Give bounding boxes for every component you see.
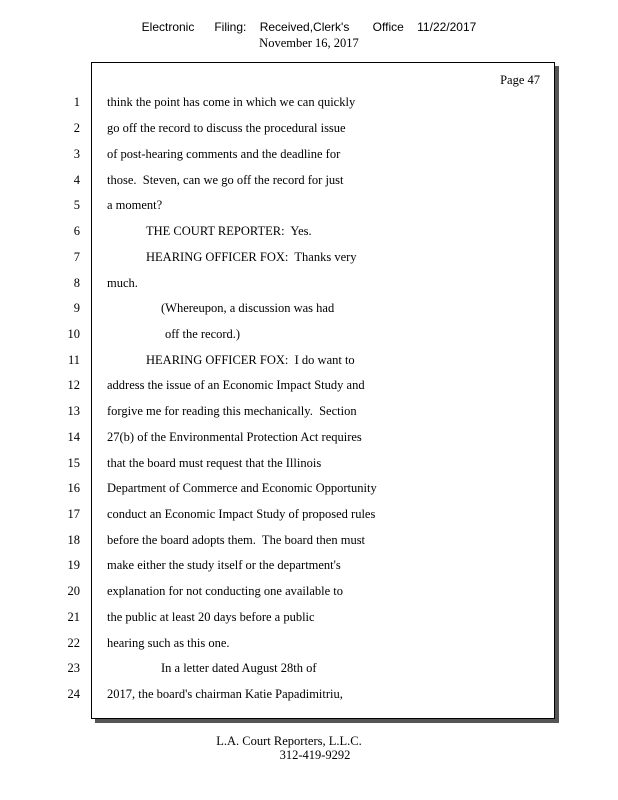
line-number: 20 — [67, 584, 80, 598]
line-number: 4 — [73, 173, 80, 187]
transcript-line: that the board must request that the Illinois — [107, 456, 322, 470]
transcript-line: HEARING OFFICER FOX: Thanks very — [146, 250, 357, 264]
transcript-line: off the record.) — [165, 327, 241, 341]
transcript-line: 2017, the board's chairman Katie Papadimitriu, — [107, 687, 343, 701]
line-number: 6 — [73, 224, 80, 238]
hearing-date: November 16, 2017 — [259, 36, 359, 50]
transcript-line: explanation for not conducting one available to — [107, 584, 344, 598]
transcript-line: hearing such as this one. — [107, 636, 230, 650]
line-number: 14 — [67, 430, 80, 444]
line-number: 5 — [73, 198, 80, 212]
line-number: 8 — [73, 276, 80, 290]
transcript-line: make either the study itself or the department's — [107, 558, 341, 572]
line-number: 15 — [67, 456, 80, 470]
transcript-line: before the board adopts them. The board then must — [107, 533, 366, 547]
transcript-line: In a letter dated August 28th of — [161, 661, 317, 675]
court-reporter-company: L.A. Court Reporters, L.L.C. — [216, 734, 362, 748]
page-number: Page 47 — [500, 73, 540, 87]
transcript-line: the public at least 20 days before a public — [107, 610, 315, 624]
line-number: 22 — [67, 636, 80, 650]
transcript-line: a moment? — [107, 198, 163, 212]
line-number: 7 — [73, 250, 80, 264]
line-number: 11 — [67, 353, 80, 367]
line-number: 1 — [73, 95, 80, 109]
line-number: 3 — [73, 147, 80, 161]
transcript-line: of post-hearing comments and the deadline for — [107, 147, 341, 161]
filing-stamp: Electronic Filing: Received,Clerk's Office 11/22/2017 — [141, 20, 477, 34]
transcript-line: conduct an Economic Impact Study of proposed rules — [107, 507, 376, 521]
transcript-line: those. Steven, can we go off the record for just — [107, 173, 344, 187]
line-number: 9 — [73, 301, 80, 315]
transcript-line: (Whereupon, a discussion was had — [161, 301, 335, 315]
line-number: 2 — [73, 121, 80, 135]
court-reporter-phone: 312-419-9292 — [279, 748, 351, 762]
line-number: 12 — [67, 378, 80, 392]
transcript-line: think the point has come in which we can quickly — [107, 95, 356, 109]
line-number: 17 — [67, 507, 80, 521]
line-number: 10 — [67, 327, 80, 341]
transcript-line: forgive me for reading this mechanically. Section — [107, 404, 357, 418]
line-number: 23 — [67, 661, 80, 675]
transcript-line: 27(b) of the Environmental Protection Act requires — [107, 430, 362, 444]
line-number: 13 — [67, 404, 80, 418]
line-number: 18 — [67, 533, 80, 547]
transcript-line: Department of Commerce and Economic Opportunity — [107, 481, 377, 495]
line-number: 24 — [67, 687, 80, 701]
transcript-line: much. — [107, 276, 138, 290]
transcript-line: THE COURT REPORTER: Yes. — [146, 224, 312, 238]
line-number: 16 — [67, 481, 80, 495]
transcript-line: HEARING OFFICER FOX: I do want to — [146, 353, 355, 367]
transcript-line: go off the record to discuss the procedural issue — [107, 121, 346, 135]
transcript-line: address the issue of an Economic Impact Study and — [107, 378, 365, 392]
line-number: 21 — [67, 610, 80, 624]
line-number: 19 — [67, 558, 80, 572]
